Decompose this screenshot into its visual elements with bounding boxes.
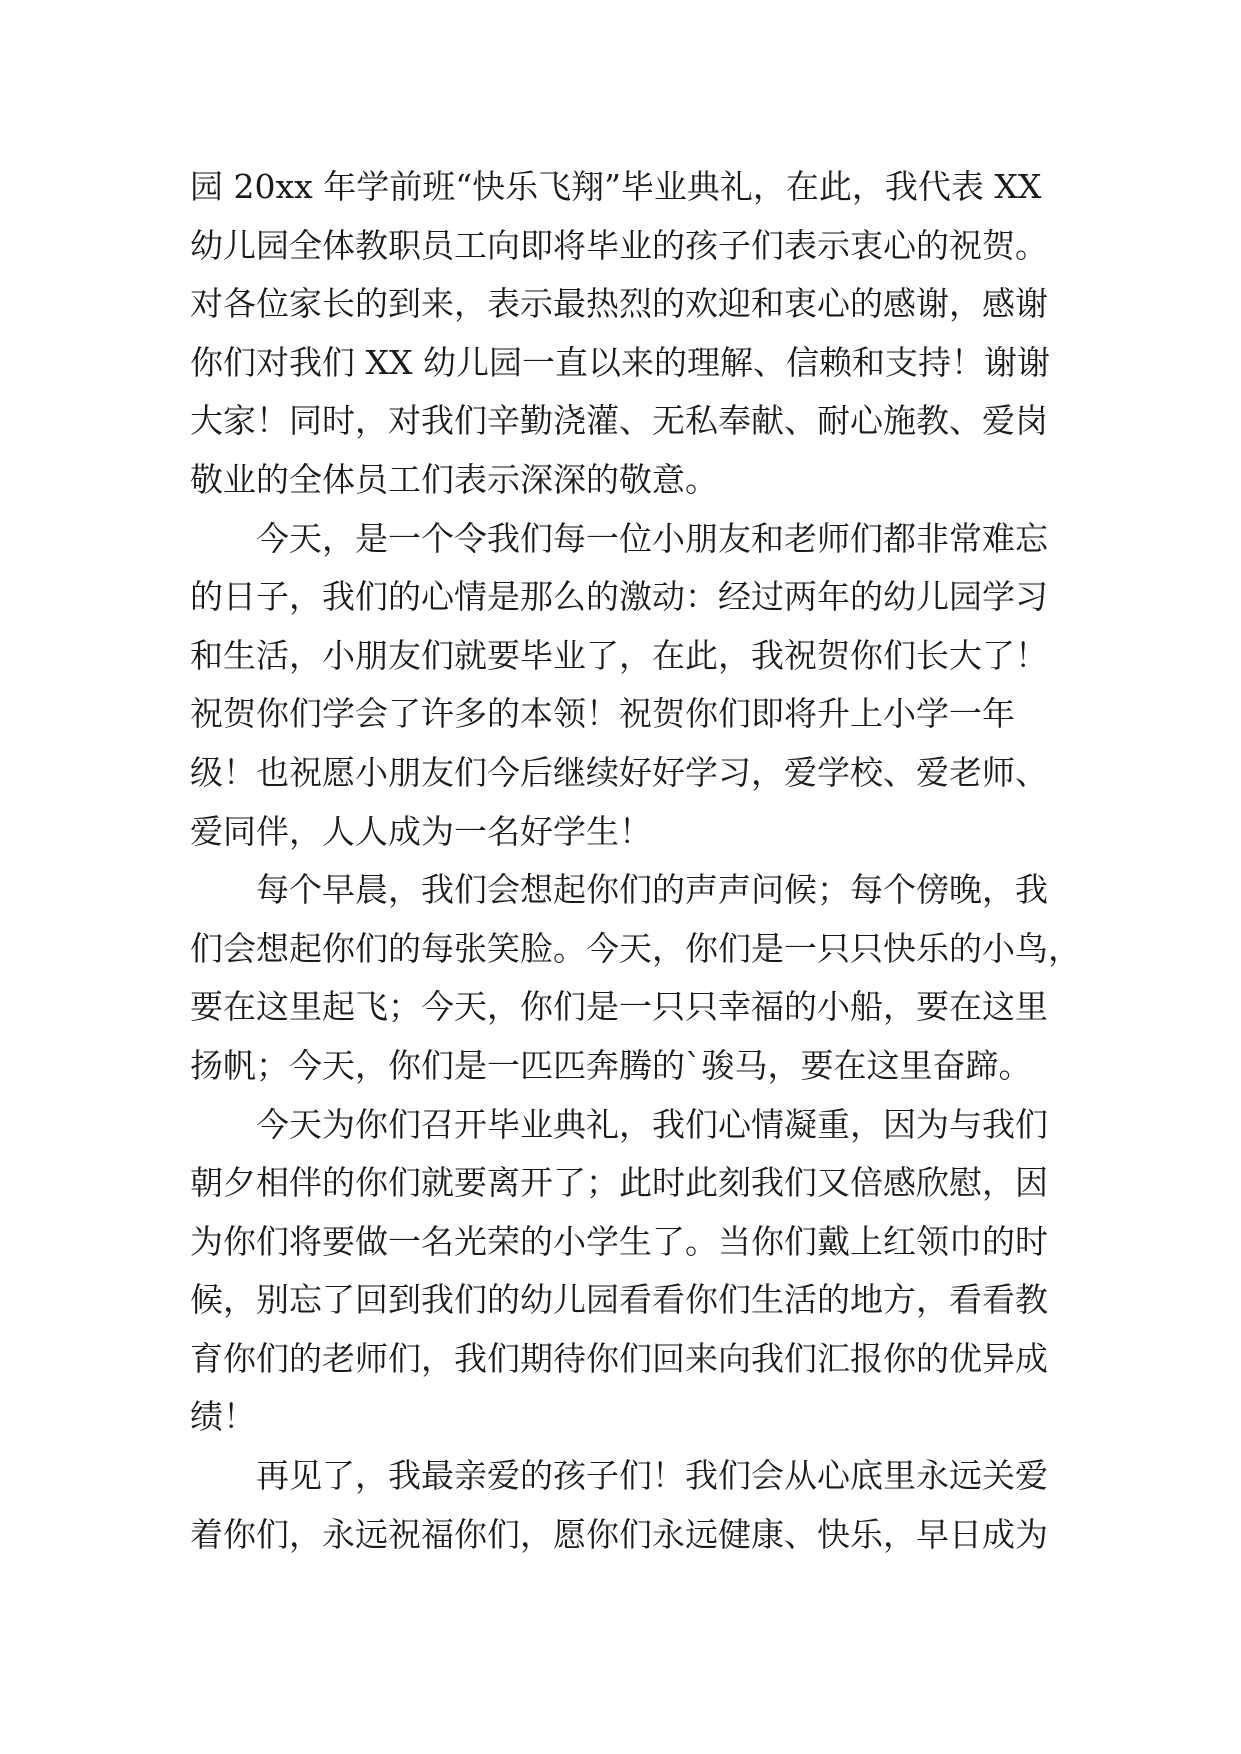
paragraph — [190, 1096, 1050, 1448]
text-line: 园 20xx 年学前班“快乐飞翔”毕业典礼，在此，我代表 XX — [190, 167, 1042, 206]
text-line: 再见了，我最亲爱的孩子们！我们会从心底里永远关爱 — [256, 1456, 1048, 1496]
text-line: 朝夕相伴的你们就要离开了；此时此刻我们又倍感欣慰，因 — [190, 1163, 1048, 1203]
text-line: 每个早晨，我们会想起你们的声声问候；每个傍晚，我 — [256, 870, 1048, 910]
text-line: 要在这里起飞；今天，你们是一只只幸福的小船，要在这里 — [190, 987, 1048, 1027]
text-line: 扬帆；今天，你们是一匹匹奔腾的`骏马，要在这里奋蹄。 — [190, 1045, 1032, 1085]
paragraph — [190, 510, 1050, 862]
paragraph — [190, 158, 1050, 510]
text-line: 着你们，永远祝福你们，愿你们永远健康、快乐，早日成为 — [190, 1514, 1048, 1554]
text-line: 祝贺你们学会了许多的本领！祝贺你们即将升上小学一年 — [190, 694, 1015, 734]
text-line: 幼儿园全体教职员工向即将毕业的孩子们表示衷心的祝贺。 — [190, 225, 1048, 265]
text-line: 大家！同时，对我们辛勤浇灌、无私奉献、耐心施教、爱岗 — [190, 401, 1048, 441]
text-line: 为你们将要做一名光荣的小学生了。当你们戴上红领巾的时 — [190, 1221, 1048, 1261]
text-line: 级！也祝愿小朋友们今后继续好好学习，爱学校、爱老师、 — [190, 752, 1048, 792]
text-line: 育你们的老师们，我们期待你们回来向我们汇报你的优异成 — [190, 1338, 1048, 1378]
paragraph — [190, 861, 1081, 1095]
text-line: 你们对我们 XX 幼儿园一直以来的理解、信赖和支持！谢谢 — [190, 342, 1050, 382]
text-line: 今天，是一个令我们每一位小朋友和老师们都非常难忘 — [256, 518, 1048, 558]
text-line: 的日子，我们的心情是那么的激动：经过两年的幼儿园学习 — [190, 577, 1048, 617]
text-line: 爱同伴，人人成为一名好学生！ — [190, 811, 652, 851]
text-line: 和生活，小朋友们就要毕业了，在此，我祝贺你们长大了！ — [190, 635, 1048, 675]
text-line: 绩！ — [190, 1397, 256, 1437]
text-line: 今天为你们召开毕业典礼，我们心情凝重，因为与我们 — [256, 1104, 1048, 1144]
text-line: 们会想起你们的每张笑脸。今天，你们是一只只快乐的小鸟， — [190, 928, 1081, 968]
text-line: 敬业的全体员工们表示深深的敬意。 — [190, 459, 718, 499]
text-line: 候，别忘了回到我们的幼儿园看看你们生活的地方，看看教 — [190, 1280, 1048, 1320]
paragraph — [190, 1447, 1050, 1564]
document-body — [190, 158, 1081, 1564]
text-line: 对各位家长的到来，表示最热烈的欢迎和衷心的感谢，感谢 — [190, 284, 1048, 324]
